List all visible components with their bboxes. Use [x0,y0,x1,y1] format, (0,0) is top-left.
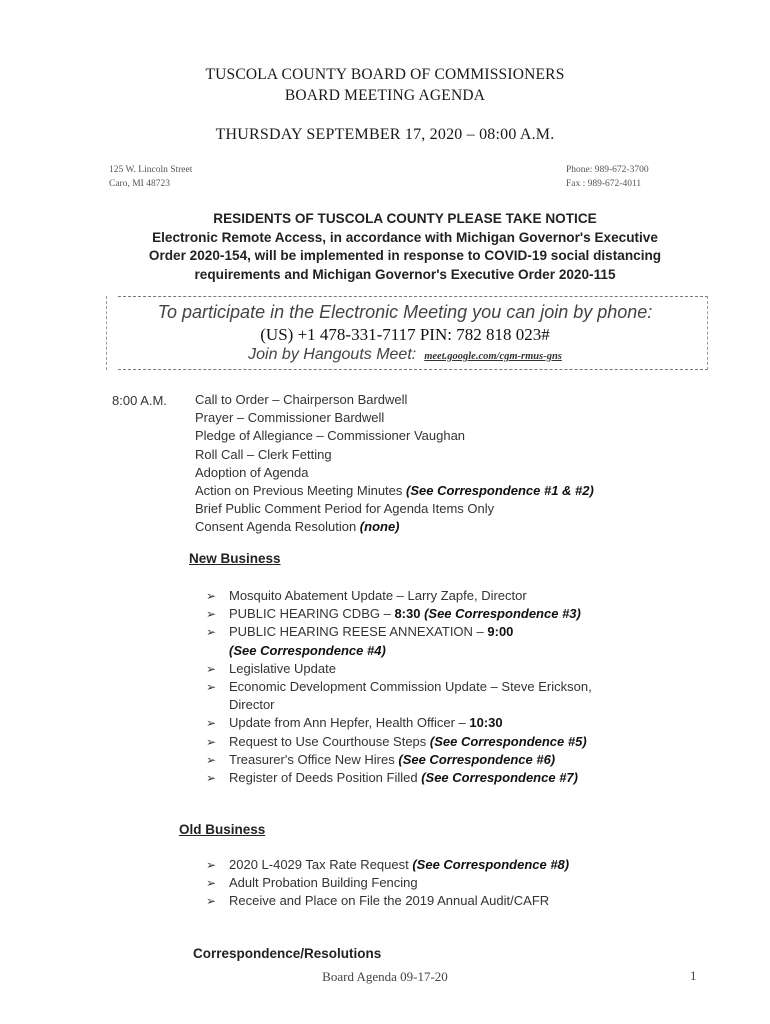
item-text: PUBLIC HEARING REESE ANNEXATION – [229,624,488,640]
agenda-item [195,446,594,464]
new-business-item [206,587,706,605]
notice-line: requirements and Michigan Governor's Executive Order 2020-115 [194,266,616,282]
item-text: Update from Ann Hepfer, Health Officer – [229,715,470,731]
hangouts-meet-link[interactable]: meet.google.com/cgm-rmus-gns [424,351,562,362]
bullet-arrow-icon: ➢ [206,680,217,695]
correspondence-ref: (See Correspondence #3) [420,606,581,622]
footer-text: Board Agenda 09-17-20 [322,969,448,984]
bullet-arrow-icon: ➢ [206,661,217,676]
item-text: Request to Use Courthouse Steps [229,733,430,749]
item-text: Mosquito Abatement Update – Larry Zapfe, Director [229,588,527,603]
agenda-item [195,427,594,445]
agenda-item [195,482,594,500]
new-business-list [206,587,706,787]
old-business-list [206,856,706,911]
bullet-arrow-icon: ➢ [206,607,217,622]
bullet-arrow-icon: ➢ [206,876,217,891]
address-block [109,163,192,191]
meeting-date: THURSDAY SEPTEMBER 17, 2020 – 08:00 A.M. [215,126,555,143]
address-city: Caro, MI 48723 [109,179,170,189]
item-text: Economic Development Commission Update – Steve Erickson, [229,679,592,695]
new-business-item [206,678,706,696]
hangouts-line [100,346,710,364]
agenda-item [195,391,594,409]
agenda-item-text: Prayer – Commissioner Bardwell [195,410,385,426]
old-business-heading: Old Business [179,822,266,837]
bullet-arrow-icon: ➢ [206,716,217,731]
correspondence-ref: (See Correspondence #5) [429,733,587,749]
new-business-item [206,751,706,769]
item-text: 2020 L-4029 Tax Rate Request [229,857,413,872]
correspondence-ref: (See Correspondence #4) [229,642,386,658]
new-business-item [206,696,706,714]
dial-in-number: (US) +1 478-331-7117 PIN: 782 818 023# [260,325,550,344]
hangouts-label: Join by Hangouts Meet: [248,346,417,363]
page-number: 1 [690,968,697,983]
opening-items-list [195,391,594,537]
contact-fax: Fax : 989-672-4011 [566,179,642,189]
bullet-arrow-icon: ➢ [206,858,217,872]
old-business-item [206,892,706,910]
new-business-item [206,623,706,641]
agenda-item [195,464,594,482]
bullet-arrow-icon: ➢ [206,589,217,603]
item-text: Register of Deeds Position Filled [229,770,422,786]
board-title: TUSCOLA COUNTY BOARD OF COMMISSIONERS [205,66,565,83]
agenda-item-text: Call to Order – Chairperson Bardwell [195,392,408,407]
agenda-item-text: Brief Public Comment Period for Agenda Items Only [195,501,495,517]
item-text: Legislative Update [229,660,336,676]
agenda-item [195,409,594,427]
item-time: 8:30 [394,606,421,622]
electronic-meeting-instructions: To participate in the Electronic Meeting you can join by phone: [157,302,653,322]
new-business-item [206,733,706,751]
new-business-item [206,769,706,787]
box-bottom-border [118,369,708,370]
new-business-heading: New Business [189,551,281,566]
notice-line: Electronic Remote Access, in accordance with Michigan Governor's Executive [152,229,658,245]
item-text: Adult Probation Building Fencing [229,875,418,891]
new-business-item [206,642,706,660]
correspondence-ref: (See Correspondence #6) [398,751,556,767]
agenda-item-text: Action on Previous Meeting Minutes [195,483,406,499]
item-text: Treasurer's Office New Hires [229,751,399,767]
bullet-arrow-icon: ➢ [206,752,217,767]
old-business-item [206,856,706,874]
correspondence-ref: (See Correspondence #1 & #2) [406,483,594,499]
agenda-title: BOARD MEETING AGENDA [284,87,486,104]
new-business-item [206,605,706,623]
item-text: Receive and Place on File the 2019 Annual Audit/CAFR [229,893,550,909]
new-business-item [206,714,706,732]
opening-time: 8:00 A.M. [112,393,167,408]
bullet-arrow-icon: ➢ [206,771,217,786]
correspondence-ref: (See Correspondence #8) [412,857,570,872]
agenda-item-text: Adoption of Agenda [195,464,309,480]
address-street: 125 W. Lincoln Street [109,165,193,175]
old-business-item [206,874,706,892]
correspondence-ref: (See Correspondence #7) [421,770,578,786]
contact-block [566,163,649,191]
bullet-arrow-icon: ➢ [206,734,217,749]
notice-line: Order 2020-154, will be implemented in response to COVID-19 social distancing [148,248,662,263]
correspondence-heading: Correspondence/Resolutions [193,946,382,961]
correspondence-ref: (none) [359,519,400,535]
new-business-item [206,660,706,678]
agenda-item-text: Roll Call – Clerk Fetting [195,446,332,462]
agenda-item [195,518,594,536]
item-time: 9:00 [487,624,514,640]
item-time: 10:30 [469,715,503,731]
bullet-arrow-icon: ➢ [206,625,217,640]
agenda-item-text: Consent Agenda Resolution [195,519,360,535]
agenda-item-text: Pledge of Allegiance – Commissioner Vaughan [195,428,466,444]
agenda-item [195,500,594,518]
bullet-arrow-icon: ➢ [206,894,217,909]
box-top-border [118,296,708,297]
contact-phone: Phone: 989-672-3700 [566,165,649,175]
remote-access-notice [100,210,710,284]
item-text: PUBLIC HEARING CDBG – [229,606,395,622]
item-text: Director [229,697,275,713]
notice-heading: RESIDENTS OF TUSCOLA COUNTY PLEASE TAKE NOTICE [213,211,597,226]
